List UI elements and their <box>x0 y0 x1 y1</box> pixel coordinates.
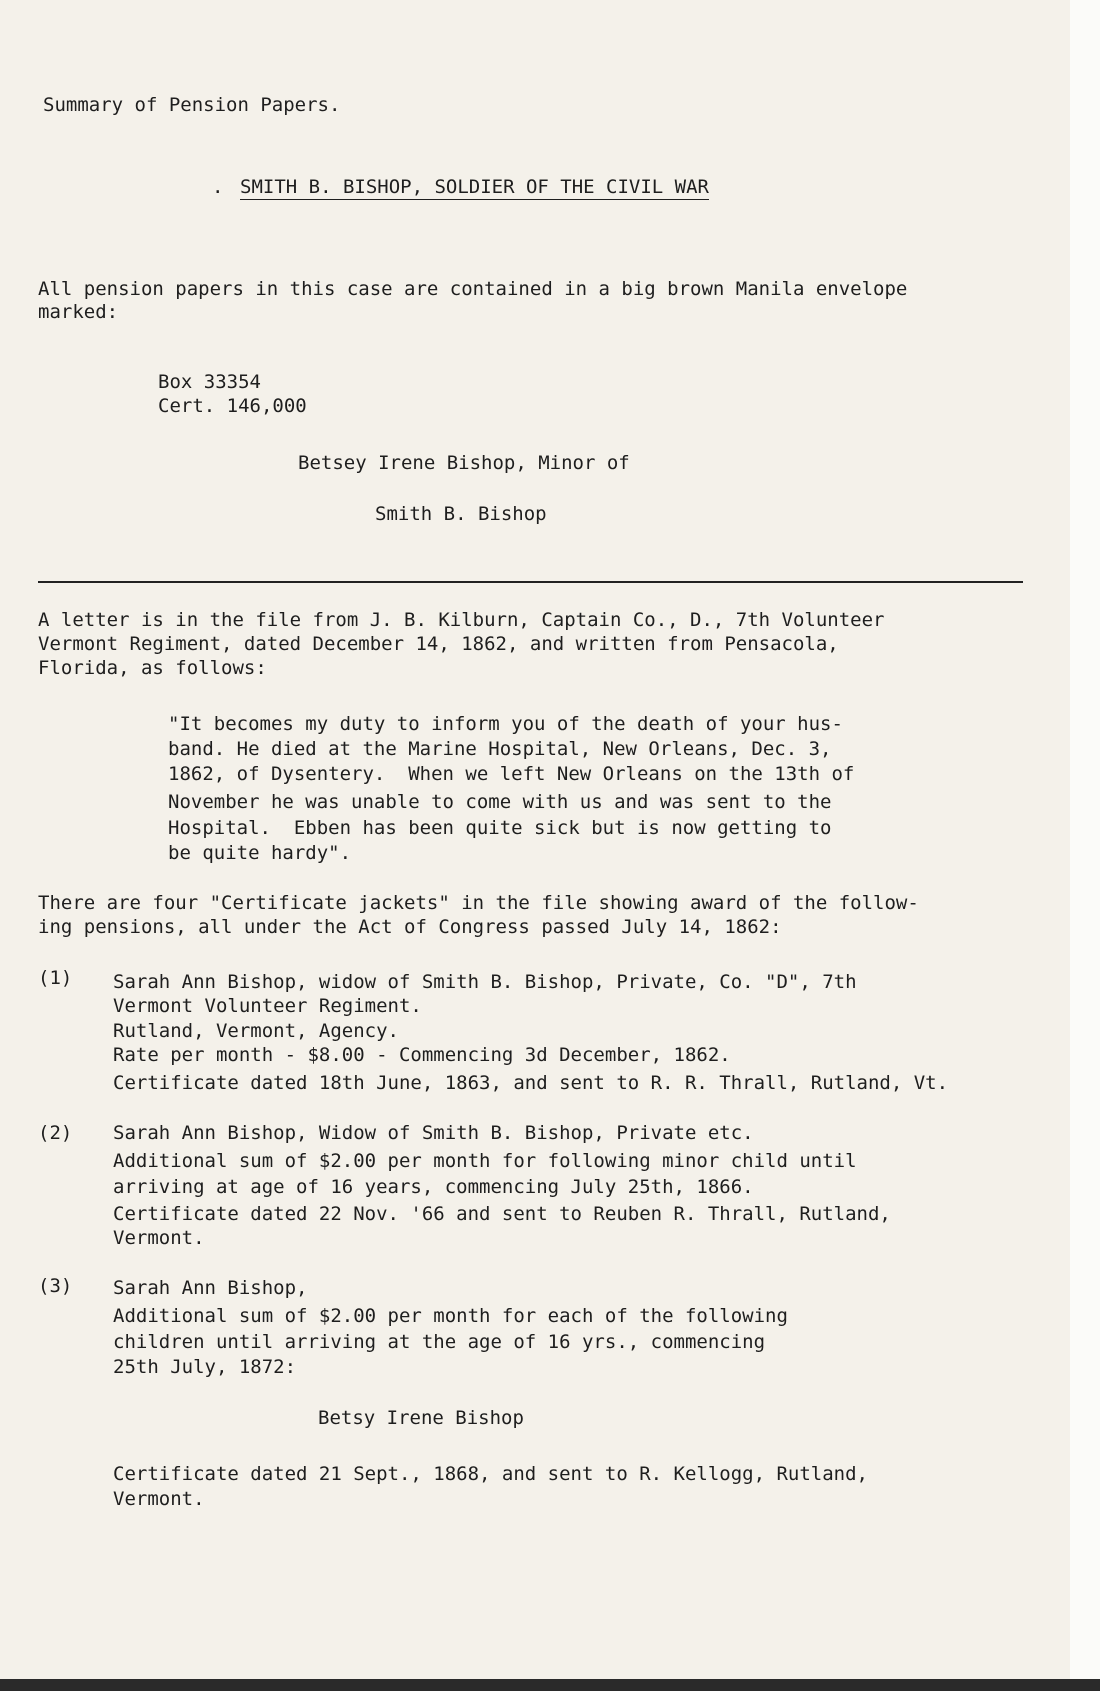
quote-line-3: 1862, of Dysentery. When we left New Orleans on the 13th of <box>168 763 855 785</box>
page-edge <box>1070 0 1100 1691</box>
minor-line: Betsey Irene Bishop, Minor of <box>298 452 630 474</box>
final-cert-line-1: Certificate dated 21 Sept., 1868, and sent to R. Kellogg, Rutland, <box>113 1463 868 1485</box>
item-3-line: children until arriving at the age of 16 yrs., commencing <box>113 1331 766 1353</box>
certs-intro-line-1: There are four "Certificate jackets" in the file showing award of the follow- <box>38 892 919 914</box>
quote-line-2: band. He died at the Marine Hospital, New Orleans, Dec. 3, <box>168 738 832 760</box>
item-2-line: Sarah Ann Bishop, Widow of Smith B. Bishop, Private etc. <box>113 1122 754 1144</box>
letter-intro-line-2: Vermont Regiment, dated December 14, 1862, and written from Pensacola, <box>38 633 839 655</box>
item-2-line: Vermont. <box>113 1227 205 1249</box>
item-2-line: Additional sum of $2.00 per month for following minor child until <box>113 1150 857 1172</box>
letter-intro-line-3: Florida, as follows: <box>38 657 267 679</box>
item-3-line: 25th July, 1872: <box>113 1356 297 1378</box>
item-number: (2) <box>38 1122 73 1144</box>
item-1-line: Certificate dated 18th June, 1863, and sent to R. R. Thrall, Rutland, Vt. <box>113 1072 949 1094</box>
title-bullet: . <box>212 176 224 198</box>
item-1-line: Rate per month - $8.00 - Commencing 3d December, 1862. <box>113 1044 731 1066</box>
item-2-line: arriving at age of 16 years, commencing July 25th, 1866. <box>113 1176 754 1198</box>
intro-line-2: marked: <box>38 301 119 323</box>
certificate-number: Cert. 146,000 <box>158 395 307 417</box>
intro-line-1: All pension papers in this case are contained in a big brown Manila envelope <box>38 278 908 300</box>
quote-line-5: Hospital. Ebben has been quite sick but is now getting to <box>168 817 832 839</box>
quote-line-1: "It becomes my duty to inform you of the death of your hus- <box>168 713 843 735</box>
header-text: Summary of Pension Papers. <box>43 94 341 116</box>
section-divider <box>38 581 1023 583</box>
item-number: (3) <box>38 1275 73 1297</box>
soldier-name: Smith B. Bishop <box>375 503 547 525</box>
item-3-line: Sarah Ann Bishop, <box>113 1277 308 1299</box>
final-cert-line-2: Vermont. <box>113 1488 205 1510</box>
box-number: Box 33354 <box>158 371 261 393</box>
item-3-line: Additional sum of $2.00 per month for each of the following <box>113 1305 788 1327</box>
certs-intro-line-2: ing pensions, all under the Act of Congress passed July 14, 1862: <box>38 916 782 938</box>
letter-intro-line-1: A letter is in the file from J. B. Kilburn, Captain Co., D., 7th Volunteer <box>38 609 885 631</box>
document-title: SMITH B. BISHOP, SOLDIER OF THE CIVIL WAR <box>240 176 709 198</box>
quote-line-6: be quite hardy". <box>168 842 352 864</box>
scan-border <box>0 1679 1100 1691</box>
item-number: (1) <box>38 967 73 989</box>
item-2-line: Certificate dated 22 Nov. '66 and sent to Reuben R. Thrall, Rutland, <box>113 1203 891 1225</box>
item-1-line: Vermont Volunteer Regiment. <box>113 995 422 1017</box>
item-1-line: Rutland, Vermont, Agency. <box>113 1020 399 1042</box>
quote-line-4: November he was unable to come with us and was sent to the <box>168 791 832 813</box>
item-1-line: Sarah Ann Bishop, widow of Smith B. Bishop, Private, Co. "D", 7th <box>113 971 857 993</box>
child-name: Betsy Irene Bishop <box>318 1407 524 1429</box>
